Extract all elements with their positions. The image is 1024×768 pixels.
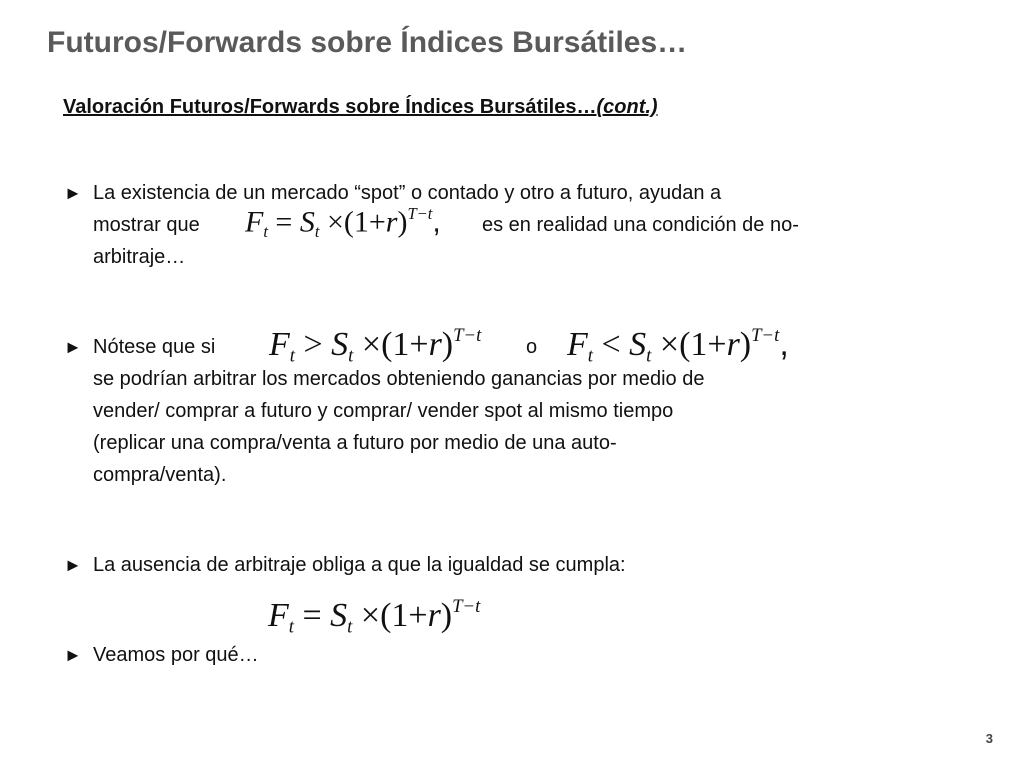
bullet-1-line-2-before: mostrar que [93, 214, 200, 236]
bullet-2-line-5: compra/venta). [93, 464, 227, 486]
bullet-1-line-3: arbitraje… [93, 246, 186, 268]
subtitle-cont: (cont.) [596, 96, 658, 118]
bullet-4-text: Veamos por qué… [93, 644, 259, 666]
bullet-arrow-icon: ► [64, 645, 82, 665]
bullet-arrow-icon: ► [64, 183, 82, 203]
bullet-4 [64, 639, 259, 671]
formula-equality-inline: $F_t = S_t \times(1+r)^{T-t}$, [245, 204, 441, 242]
bullet-2-line-4: (replicar una compra/venta a futuro por medio de una auto- [93, 432, 617, 454]
formula-greater-than: $F_t > S_t \times(1+r)^{T-t}$ [269, 325, 482, 367]
subtitle-main: Valoración Futuros/Forwards sobre Índices Bursátiles… [63, 96, 597, 118]
bullet-2-line-3: vender/ comprar a futuro y comprar/ vender spot al mismo tiempo [93, 400, 674, 422]
bullet-arrow-icon: ► [64, 337, 82, 357]
formula-connector: o [526, 336, 538, 358]
page-number: 3 [985, 731, 993, 746]
bullet-1-line-2-after: es en realidad una condición de no- [482, 214, 799, 236]
bullet-2-text-line-1: Nótese que si [93, 336, 216, 358]
slide-subtitle [63, 96, 658, 119]
formula-less-than: $F_t < S_t \times(1+r)^{T-t}$, [567, 325, 789, 367]
bullet-1-text-line-1: La existencia de un mercado “spot” o contado y otro a futuro, ayudan a [93, 182, 722, 204]
slide-title: Futuros/Forwards sobre Índices Bursátiles… [47, 26, 688, 59]
bullet-2-line-2: se podrían arbitrar los mercados obteniendo ganancias por medio de [93, 368, 705, 390]
bullet-2-line-1 [64, 331, 215, 363]
formula-equality-display: $F_t = S_t \times(1+r)^{T-t}$ [268, 596, 481, 638]
bullet-3 [64, 549, 626, 581]
bullet-3-text: La ausencia de arbitraje obliga a que la igualdad se cumpla: [93, 554, 626, 576]
bullet-arrow-icon: ► [64, 555, 82, 575]
